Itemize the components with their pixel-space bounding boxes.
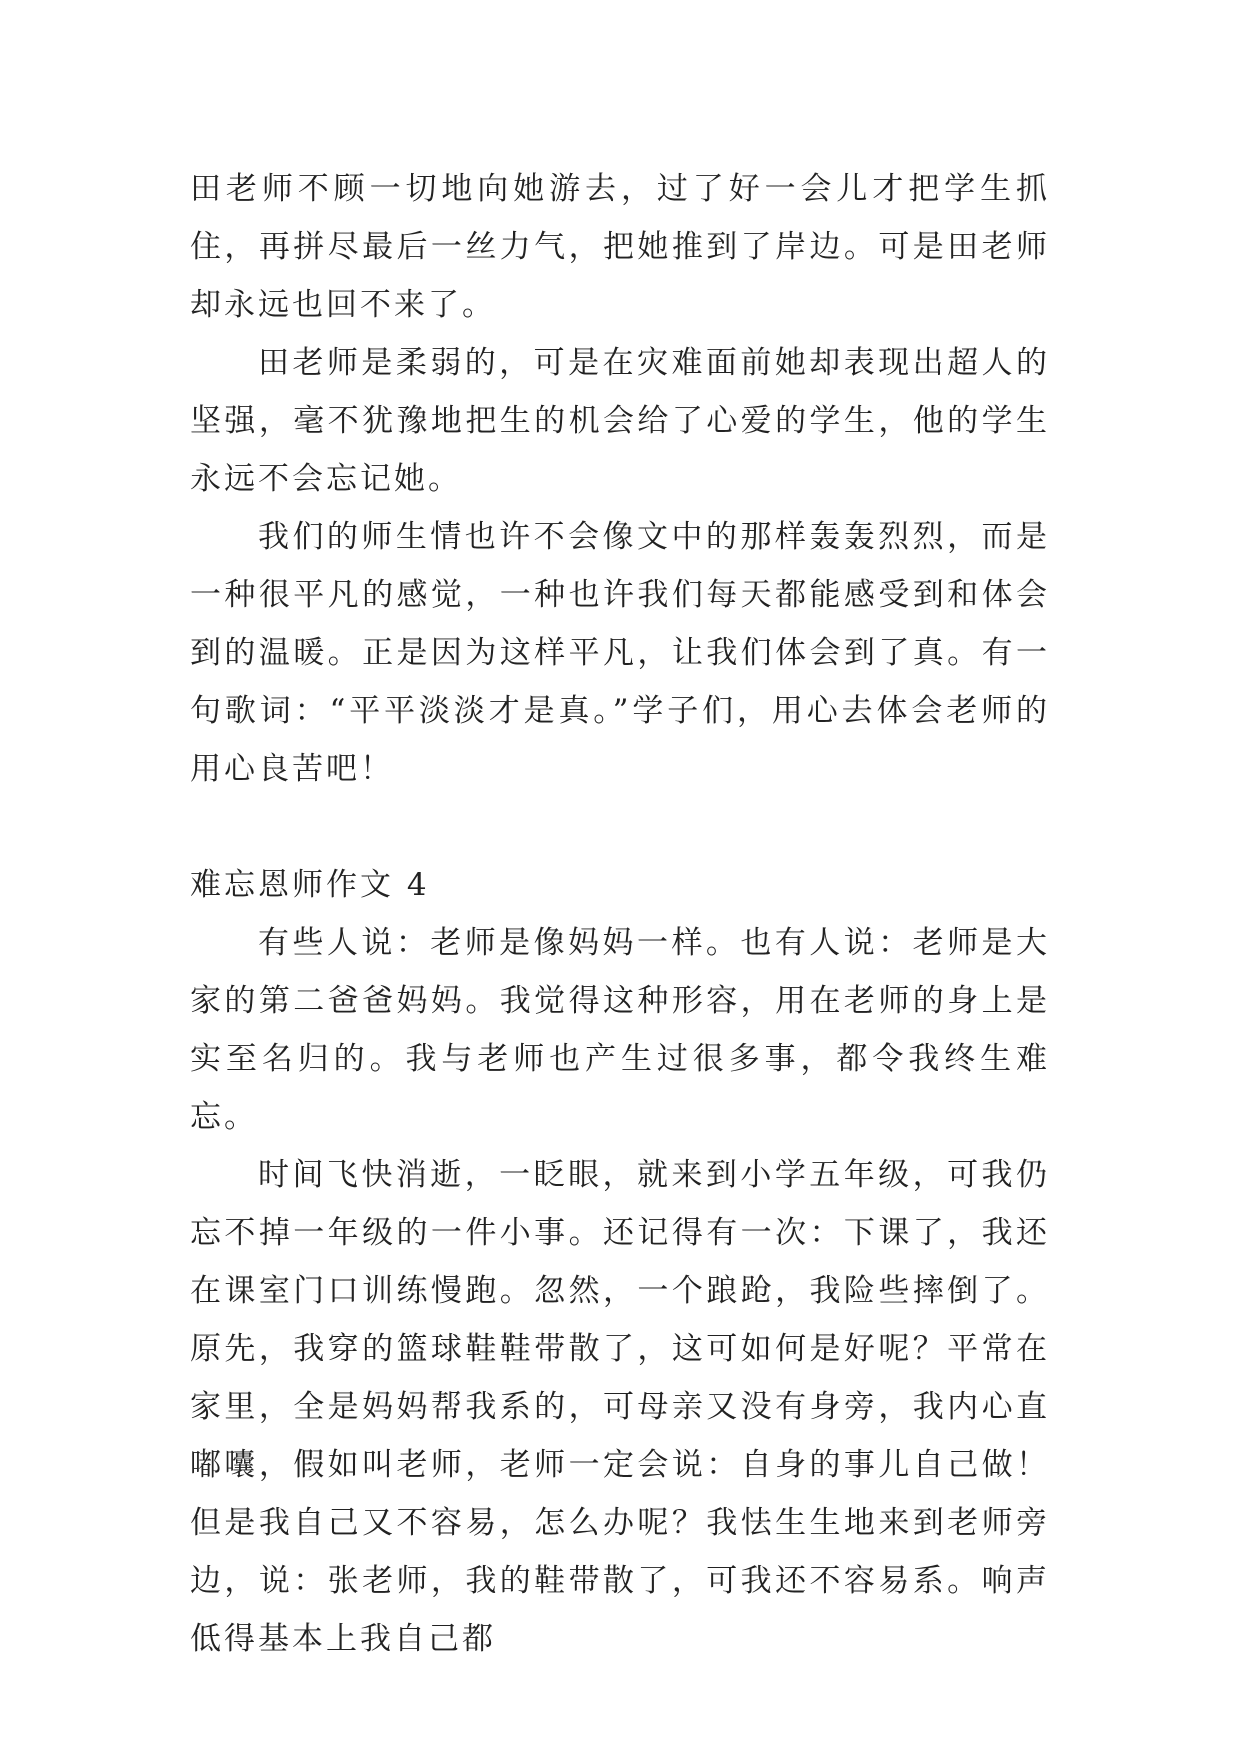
paragraph-4: 有些人说：老师是像妈妈一样。也有人说：老师是大家的第二爸爸妈妈。我觉得这种形容，用在老师的身上是实至名归的。我与老师也产生过很多事，都令我终生难忘。 [190, 925, 1050, 1135]
document-body [190, 160, 1050, 1668]
section-title: 难忘恩师作文 4 [190, 867, 430, 903]
paragraph-5: 时间飞快消逝，一眨眼，就来到小学五年级，可我仍忘不掉一年级的一件小事。还记得有一次：下课了，我还在课室门口训练慢跑。忽然，一个踉跄，我险些摔倒了。原先，我穿的篮球鞋鞋带散了，这可如何是好呢？平常在家里，全是妈妈帮我系的，可母亲又没有身旁，我内心直嘟囔，假如叫老师，老师一定会说：自身的事儿自己做！但是我自己又不容易，怎么办呢？我怯生生地来到老师旁边，说：张老师，我的鞋带散了，可我还不容易系。响声低得基本上我自己都 [190, 1157, 1050, 1657]
paragraph-3: 我们的师生情也许不会像文中的那样轰轰烈烈，而是一种很平凡的感觉，一种也许我们每天都能感受到和体会到的温暖。正是因为这样平凡，让我们体会到了真。有一句歌词：“平平淡淡才是真。”学子们，用心去体会老师的用心良苦吧！ [190, 519, 1050, 787]
paragraph-1: 田老师不顾一切地向她游去，过了好一会儿才把学生抓住，再拼尽最后一丝力气，把她推到了岸边。可是田老师却永远也回不来了。 [190, 171, 1050, 323]
section-gap [190, 798, 1050, 856]
paragraph-2: 田老师是柔弱的，可是在灾难面前她却表现出超人的坚强，毫不犹豫地把生的机会给了心爱的学生，他的学生永远不会忘记她。 [190, 345, 1050, 497]
